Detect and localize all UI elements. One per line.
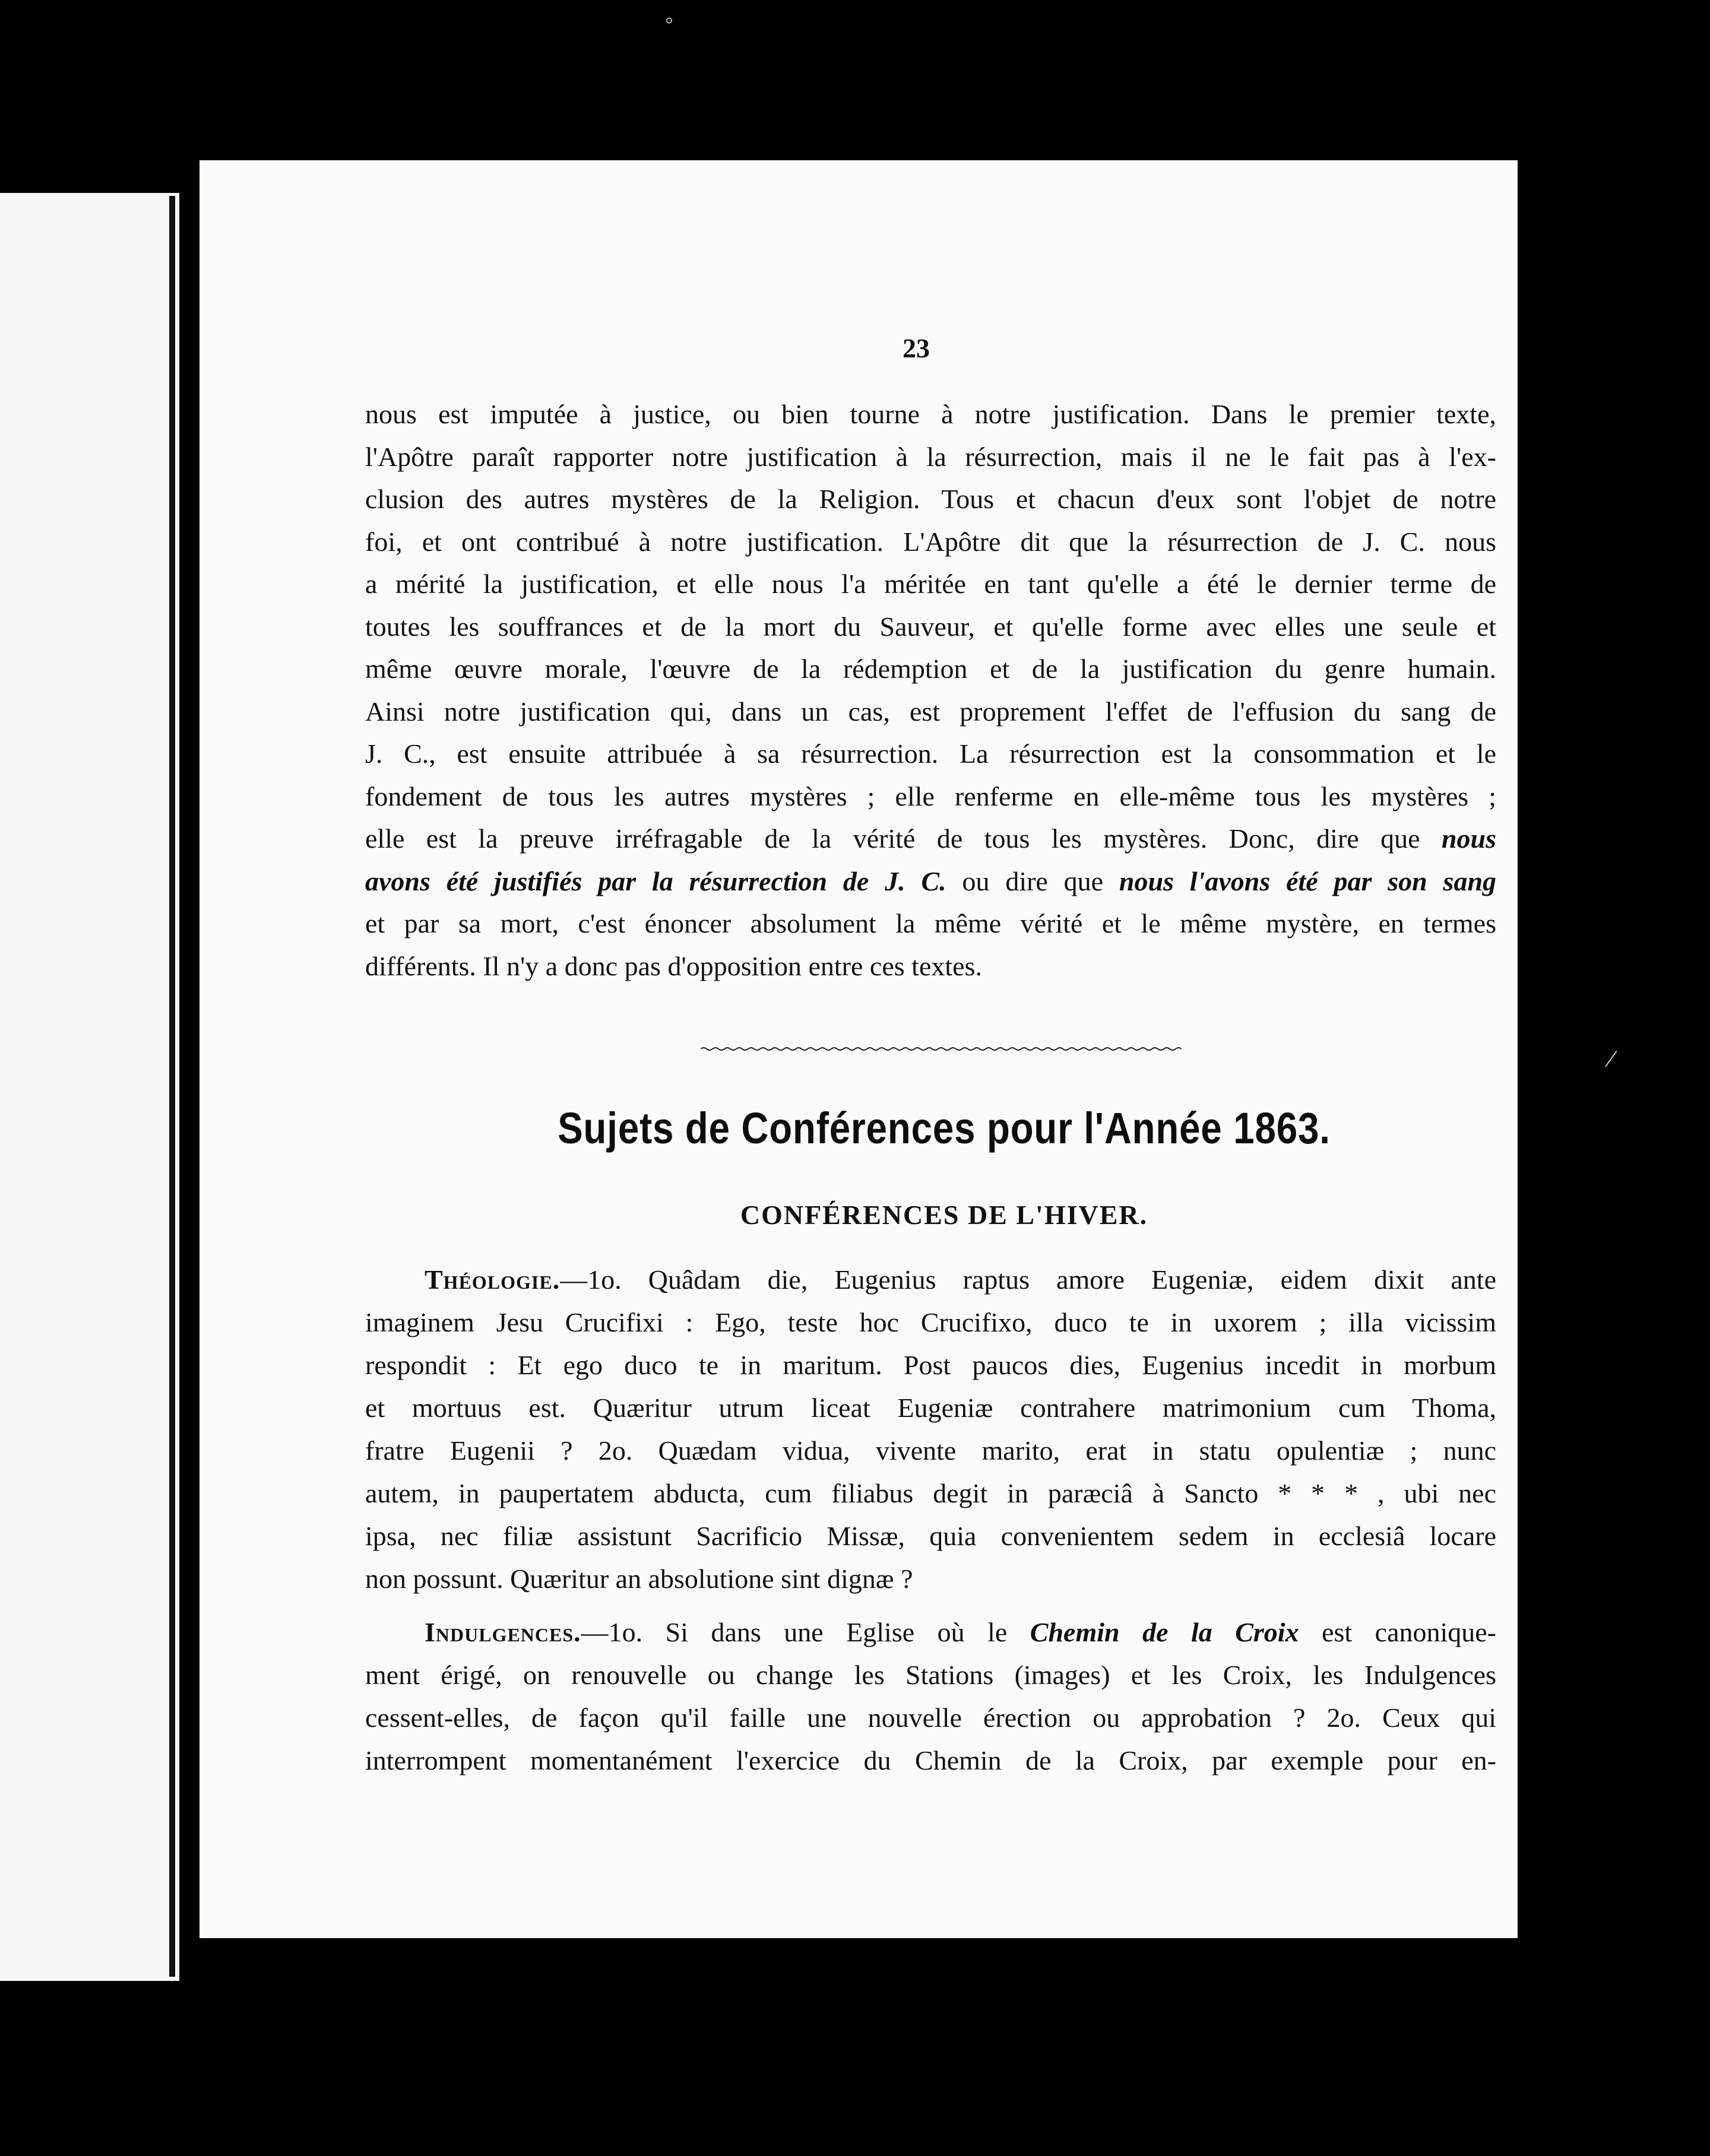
text-line: ipsa, nec filiæ assistunt Sacrificio Missæ, quia convenientem sedem in ecclesiâ locare: [365, 1521, 1496, 1551]
text-line: différents. Il n'y a donc pas d'opposition entre ces textes.: [365, 950, 982, 981]
text-line: et mortuus est. Quæritur utrum liceat Eugeniæ contrahere matrimonium cum Thoma,: [365, 1393, 1496, 1423]
wavy-divider: [701, 1047, 1182, 1051]
text-line: nous est imputée à justice, ou bien tourne à notre justification. Dans le premier texte,: [365, 399, 1496, 429]
text-line: clusion des autres mystères de la Religion. Tous et chacun d'eux sont l'objet de notre: [365, 484, 1496, 514]
topic-label-indulgences: Indulgences.: [425, 1617, 581, 1647]
text-line: a mérité la justification, et elle nous l'a méritée en tant qu'elle a été le dernier terme de: [365, 569, 1496, 599]
section-subtitle: CONFÉRENCES DE L'HIVER.: [740, 1200, 1148, 1230]
text-line: fratre Eugenii ? 2o. Quædam vidua, vivente marito, erat in statu opulentiæ ; nunc: [365, 1435, 1496, 1466]
text-line: autem, in paupertatem abducta, cum filiabus degit in paræciâ à Sancto * * * , ubi nec: [365, 1478, 1496, 1508]
text-line: J. C., est ensuite attribuée à sa résurrection. La résurrection est la consommation et le: [365, 738, 1496, 769]
text-line: toutes les souffrances et de la mort du Sauveur, et qu'elle forme avec elles une seule et: [365, 611, 1496, 642]
italic-phrase: nous l'avons été par son sang: [1119, 865, 1496, 896]
page-number: 23: [902, 333, 930, 363]
scan-speck: ⁄: [1609, 1045, 1613, 1072]
text-line: et par sa mort, c'est énoncer absolument la même vérité et le même mystère, en termes: [365, 908, 1496, 939]
text-line: fondement de tous les autres mystères ; elle renferme en elle-même tous les mystères ;: [365, 781, 1496, 811]
text-line: ment érigé, on renouvelle ou change les Stations (images) et les Croix, les Indulgences: [365, 1660, 1496, 1690]
text-segment: —1o. Si dans une Eglise où le: [581, 1617, 1008, 1647]
text-line: [365, 817, 1496, 860]
text-line: non possunt. Quæritur an absolutione sint dignæ ?: [365, 1564, 913, 1594]
section-title: Sujets de Conférences pour l'Année 1863.: [558, 1104, 1331, 1153]
text-line: Ainsi notre justification qui, dans un cas, est proprement l'effet de l'effusion du sang de: [365, 696, 1496, 727]
text-line: [365, 1258, 1496, 1301]
text-line: imaginem Jesu Crucifixi : Ego, teste hoc Crucifixo, duco te in uxorem ; illa vicissim: [365, 1307, 1496, 1337]
conference-topics: [365, 1258, 1496, 1782]
text-line: même œuvre morale, l'œuvre de la rédemption et de la justification du genre humain.: [365, 654, 1496, 684]
text-line: foi, et ont contribué à notre justification. L'Apôtre dit que la résurrection de J. C. nous: [365, 526, 1496, 557]
scan-speck: ◦: [665, 7, 674, 33]
text-line: [365, 860, 1496, 903]
text-line: l'Apôtre paraît rapporter notre justification à la résurrection, mais il ne le fait pas à l'ex-: [365, 441, 1496, 472]
italic-phrase: avons été justifiés par la résurrection de J. C.: [365, 865, 946, 896]
text-segment: est canonique-: [1322, 1617, 1496, 1647]
text-line: respondit : Et ego duco te in maritum. Post paucos dies, Eugenius incedit in morbum: [365, 1350, 1496, 1380]
text-line: [365, 1611, 1496, 1654]
italic-phrase: nous: [1441, 823, 1496, 854]
topic-label-theologie: Théologie.: [425, 1264, 560, 1295]
text-segment: elle est la preuve irréfragable de la vérité de tous les mystères. Donc, dire que: [365, 823, 1420, 854]
book-spine: [169, 196, 175, 1977]
paragraph-justification: [365, 393, 1496, 987]
adjacent-page-edge: [0, 193, 179, 1981]
text-segment: ou dire que: [962, 865, 1104, 896]
text-line: cessent-elles, de façon qu'il faille une nouvelle érection ou approbation ? 2o. Ceux qui: [365, 1702, 1496, 1733]
text-line: interrompent momentanément l'exercice du Chemin de la Croix, par exemple pour en-: [365, 1745, 1496, 1775]
text-segment: —1o. Quâdam die, Eugenius raptus amore Eugeniæ, eidem dixit ante: [560, 1264, 1496, 1295]
spacer: [365, 1600, 1496, 1611]
italic-phrase: Chemin de la Croix: [1030, 1617, 1299, 1647]
